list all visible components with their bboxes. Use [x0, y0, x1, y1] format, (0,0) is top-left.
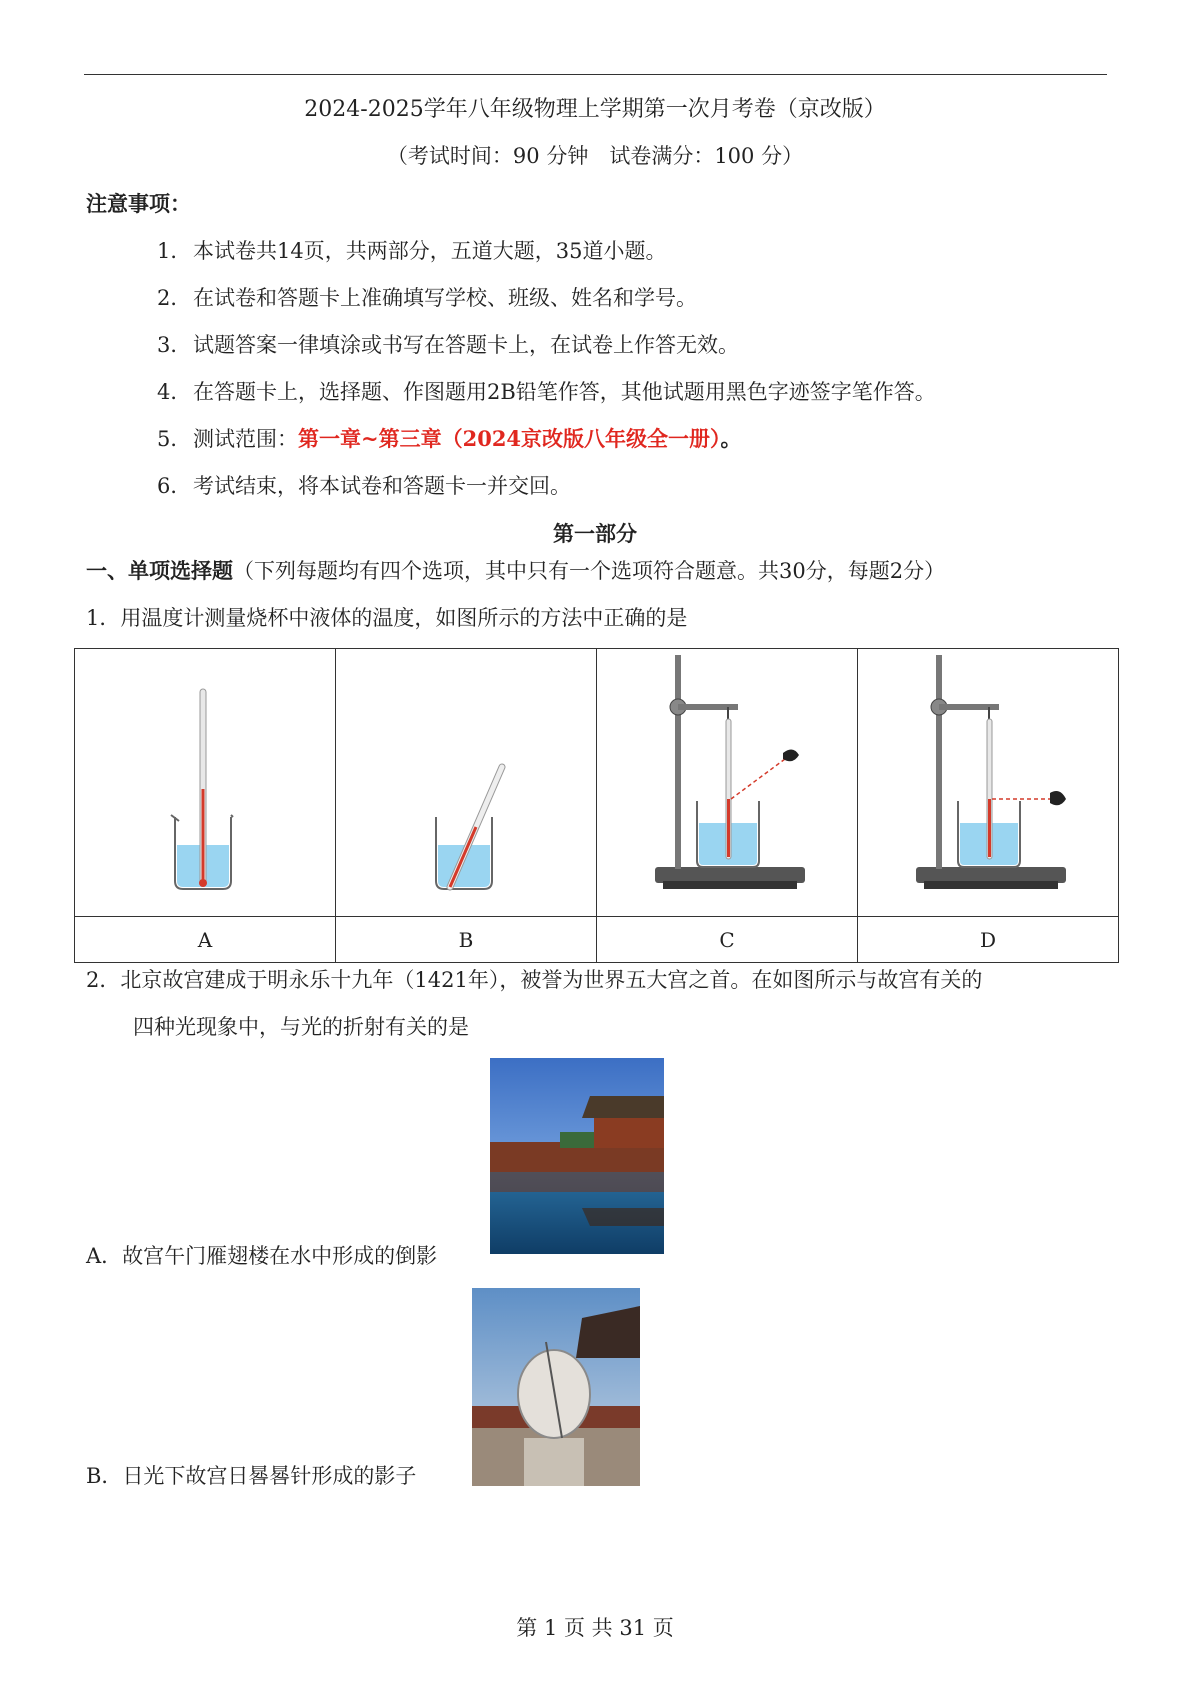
- sundial-shadow-photo: [472, 1288, 640, 1486]
- stand-thermometer-eye-looking-down-illustration: [597, 649, 857, 911]
- notice-item-5: 5．测试范围：第一章~第三章（2024京改版八年级全一册）。: [157, 426, 742, 451]
- question-2-line-2: 四种光现象中，与光的折射有关的是: [133, 1015, 469, 1039]
- figure-label-c: C: [597, 917, 858, 963]
- notice-heading: 注意事项：: [86, 192, 191, 216]
- notice-item-4: 4．在答题卡上，选择题、作图题用2B铅笔作答，其他试题用黑色字迹签字笔作答。: [157, 380, 936, 404]
- header-rule: [84, 74, 1107, 75]
- test-scope-highlight: 第一章~第三章（2024京改版八年级全一册）: [298, 426, 721, 451]
- notice-item-2: 2．在试卷和答题卡上准确填写学校、班级、姓名和学号。: [157, 286, 697, 310]
- exam-subtitle: （考试时间：90 分钟 试卷满分：100 分）: [386, 144, 804, 168]
- page-number: 第 1 页 共 31 页: [516, 1616, 674, 1640]
- notice-item-3: 3．试题答案一律填涂或书写在答题卡上，在试卷上作答无效。: [157, 333, 739, 357]
- thermometer-figure-table: [74, 648, 1119, 963]
- section-title: 第一部分: [553, 522, 637, 546]
- question-1: 1．用温度计测量烧杯中液体的温度，如图所示的方法中正确的是: [86, 606, 688, 630]
- figure-label-b: B: [336, 917, 597, 963]
- option-a: A．故宫午门雁翅楼在水中形成的倒影: [86, 1244, 438, 1268]
- question-2-line-1: 2．北京故宫建成于明永乐十九年（1421年），被誉为世界五大宫之首。在如图所示与故宫有关的: [86, 968, 983, 992]
- exam-title: 2024-2025学年八年级物理上学期第一次月考卷（京改版）: [304, 97, 886, 122]
- part-heading: 一、单项选择题（下列每题均有四个选项，其中只有一个选项符合题意。共30分，每题2分）: [86, 559, 946, 583]
- thermometer-in-beaker-touching-bottom-illustration: [75, 649, 335, 911]
- tilted-thermometer-in-beaker-illustration: [336, 649, 596, 911]
- figure-b: [336, 649, 597, 917]
- notice-item-1: 1．本试卷共14页，共两部分，五道大题，35道小题。: [157, 239, 667, 263]
- figure-label-d: D: [858, 917, 1119, 963]
- figure-label-a: A: [75, 917, 336, 963]
- figure-c: [597, 649, 858, 917]
- figure-d: [858, 649, 1119, 917]
- figure-a: [75, 649, 336, 917]
- notice-item-6: 6．考试结束，将本试卷和答题卡一并交回。: [157, 474, 571, 498]
- stand-thermometer-eye-level-illustration: [858, 649, 1118, 911]
- option-b: B．日光下故宫日晷晷针形成的影子: [86, 1464, 417, 1488]
- meridian-gate-reflection-photo: [490, 1058, 664, 1254]
